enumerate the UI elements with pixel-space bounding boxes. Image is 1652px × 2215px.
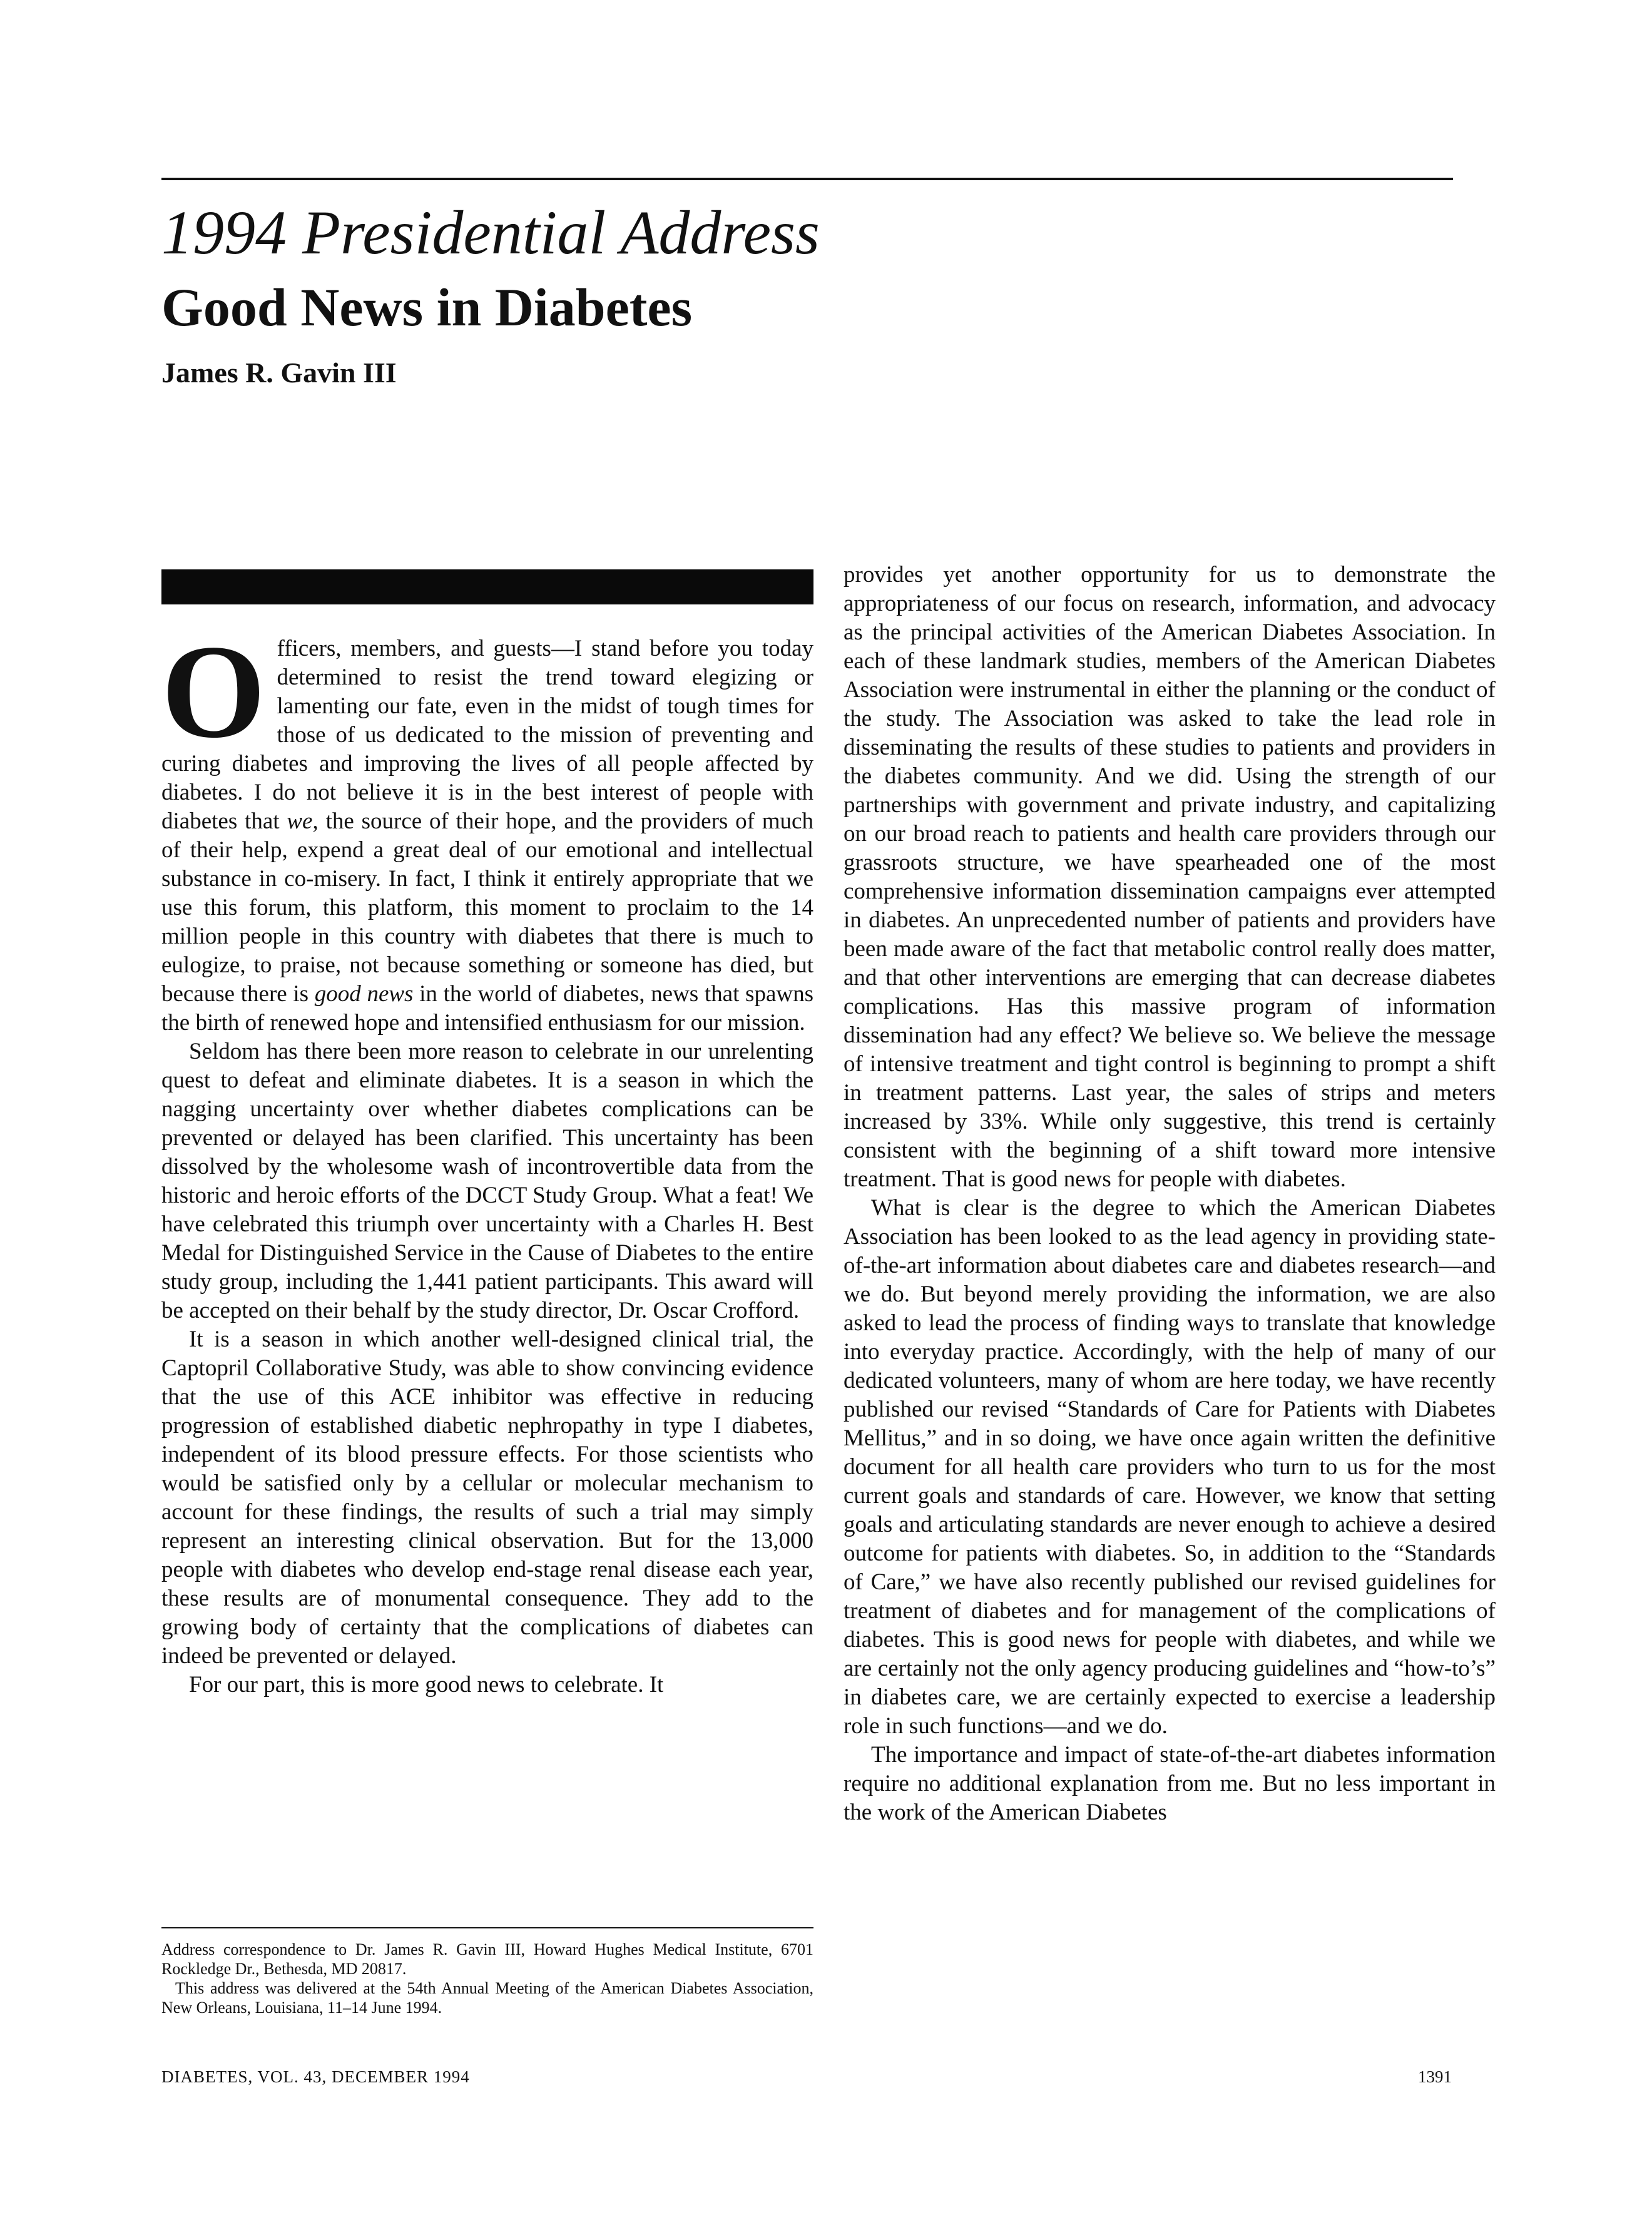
footnote-delivery: This address was delivered at the 54th Annual Meeting of the American Diabetes Association, New Orleans, Louisiana, 11–14 June 1994. [161,1979,813,2017]
paragraph-6: The importance and impact of state-of-the-art diabetes information require no additional explanation from me. But no less important in the work of the American Diabetes [844,1742,1496,1825]
paragraph-5: What is clear is the degree to which the American Diabetes Association has been looked to as the lead agency in providing state-of-the-art information about diabetes care and diabetes research—and we do. But beyond merely providing the information, we are also asked to lead the process of finding ways to translate that knowledge into everyday practice. Accordingly, with the help of many of our dedicated volunteers, many of whom are here today, we have recently published our revised “Standards of Care for Patients with Diabetes Mellitus,” and in so doing, we have once again written the definitive document for all health care providers who turn to us for the most current goals and standards of care. However, we know that setting goals and articulating standards are never enough to achieve a desired outcome for patients with diabetes. So, in addition to the “Standards of Care,” we have also recently published our revised guidelines for treatment of diabetes and for management of the complications of diabetes. This is good news for people with diabetes, and while we are certainly not the only agency producing guidelines and “how-to’s” in diabetes care, we are certainly expected to exercise a leadership role in such functions—and we do. [844,1195,1496,1739]
footnote-correspondence: Address correspondence to Dr. James R. Gavin III, Howard Hughes Medical Institute, 6701 Rockledge Dr., Bethesda, MD 20817. [161,1940,813,1978]
drop-cap: O [161,618,266,766]
address-title: 1994 Presidential Address [161,198,820,267]
text-run: in the world of diabetes, news that spawns the birth of renewed hope and intensified enthusiasm for our mission. [161,981,813,1036]
page-number: 1391 [1418,2067,1452,2086]
right-column [844,561,1496,1827]
paragraph-1 [161,618,813,1037]
text-run: fficers, members, and guests—I stand before you today determined to resist the trend toward elegizing or lamenting our fate, even in the midst of tough times for those of us dedicated to the mission of preventing and curing diabetes and improving the lives of all people affected by diabetes. I do not believe it is in the best interest of people with diabetes that [161,636,813,834]
emphasis-good-news: good news [314,981,414,1007]
emphasis-we: we [287,808,313,834]
footnote-rule [161,1927,813,1928]
paragraph-2: Seldom has there been more reason to celebrate in our unrelenting quest to defeat and eliminate diabetes. It is a season in which the nagging uncertainty over whether diabetes complications can be prevented or delayed has been clarified. This uncertainty has been dissolved by the wholesome wash of incontrovertible data from the historic and heroic efforts of the DCCT Study Group. What a feat! We have celebrated this triumph over uncertainty with a Charles H. Best Medal for Distinguished Service in the Cause of Diabetes to the entire study group, including the 1,441 patient participants. This award will be accepted on their behalf by the study director, Dr. Oscar Crofford. [161,1039,813,1323]
text-run: , the source of their hope, and the providers of much of their help, expend a great deal of our emotional and intellectual substance in co-misery. In fact, I think it entirely appropriate that we use this forum, this platform, this moment to proclaim to the 14 million people in this country with diabetes that there is much to eulogize, to praise, not because something or someone has died, but because there is [161,808,813,1007]
section-bar [161,569,813,604]
left-column [161,618,813,1699]
author-name: James R. Gavin III [161,357,397,389]
paragraph-4-continued: provides yet another opportunity for us to demonstrate the appropriateness of our focus on research, information, and advocacy as the principal activities of the American Diabetes Association. In each of these landmark studies, members of the American Diabetes Association were instrumental in either the planning or the conduct of the study. The Association was asked to take the lead role in disseminating the results of these studies to patients and providers in the diabetes community. And we did. Using the strength of our partnerships with government and private industry, and capitalizing on our broad reach to patients and health care providers through our grassroots structure, we have spearheaded one of the most comprehensive information dissemination campaigns ever attempted in diabetes. An unprecedented number of patients and providers have been made aware of the fact that metabolic control really does matter, and that other interventions are emerging that can decrease diabetes complications. Has this massive program of information dissemination had any effect? We believe so. We believe the message of intensive treatment and tight control is beginning to prompt a shift in treatment patterns. Last year, the sales of strips and meters increased by 33%. While only suggestive, this trend is certainly consistent with the beginning of a shift toward more intensive treatment. That is good news for people with diabetes. [844,562,1496,1192]
paragraph-3: It is a season in which another well-designed clinical trial, the Captopril Collaborative Study, was able to show convincing evidence that the use of this ACE inhibitor was effective in reducing progression of established diabetic nephropathy in type I diabetes, independent of its blood pressure effects. For those scientists who would be satisfied only by a cellular or molecular mechanism to account for these findings, the results of such a trial may simply represent an interesting clinical observation. But for the 13,000 people with diabetes who develop end-stage renal disease each year, these results are of monumental consequence. They add to the growing body of certainty that the complications of diabetes can indeed be prevented or delayed. [161,1326,813,1669]
paragraph-4-start: For our part, this is more good news to celebrate. It [189,1672,664,1698]
article-title: Good News in Diabetes [161,277,693,337]
header-rule [161,178,1453,180]
journal-footer: DIABETES, VOL. 43, DECEMBER 1994 [161,2067,470,2086]
footnotes [161,1940,813,2017]
